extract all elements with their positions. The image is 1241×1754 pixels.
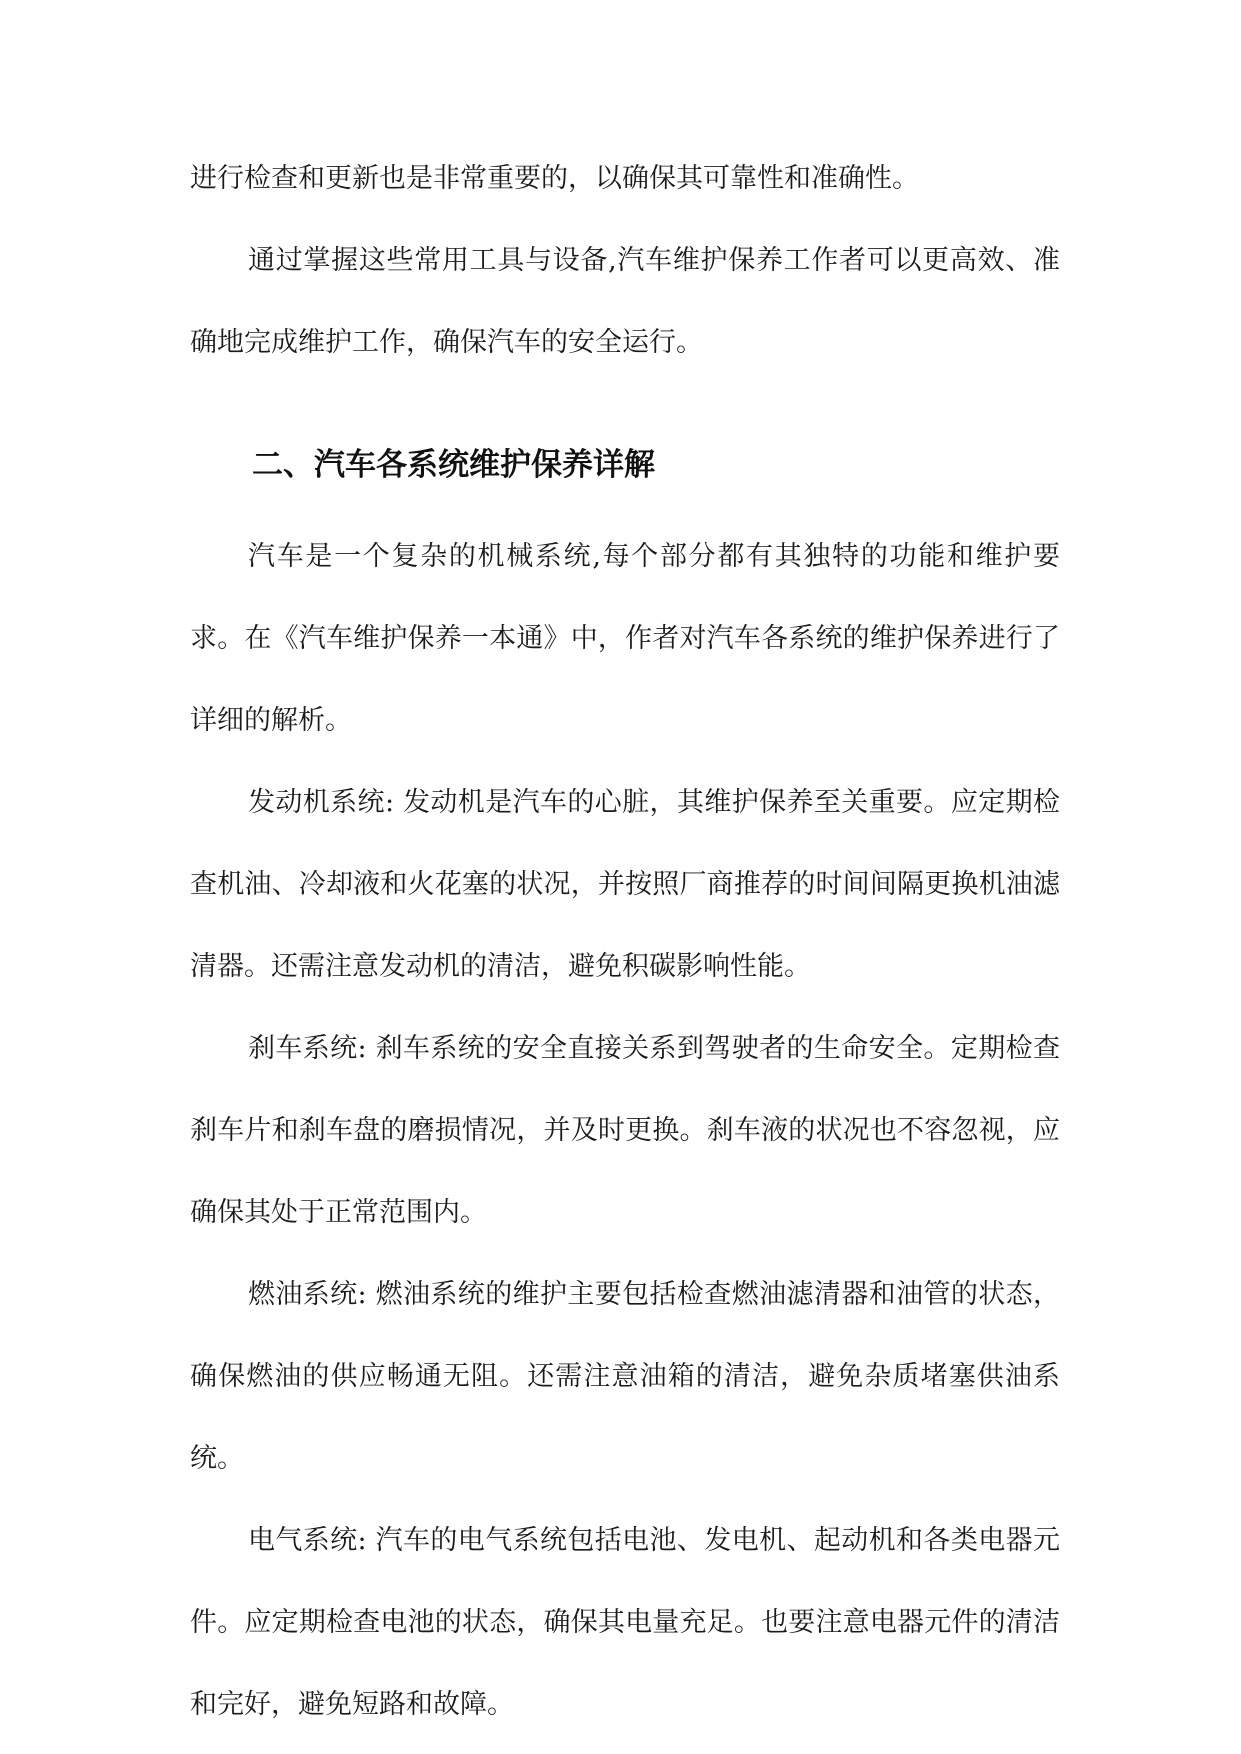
paragraph-electrical-system: 电气系统: 汽车的电气系统包括电池、发电机、起动机和各类电器元件。应定期检查电池的状态，确保其电量充足。也要注意电器元件的清洁和完好，避免短路和故障。 [190, 1525, 1060, 1720]
paragraph-continued: 进行检查和更新也是非常重要的，以确保其可靠性和准确性。 [190, 163, 919, 194]
section-heading: 二、汽车各系统维护保养详解 [252, 447, 655, 483]
paragraph-tools-summary: 通过掌握这些常用工具与设备,汽车维护保养工作者可以更高效、准确地完成维护工作，确保汽车的安全运行。 [190, 245, 1060, 358]
paragraph-fuel-system: 燃油系统: 燃油系统的维护主要包括检查燃油滤清器和油管的状态，确保燃油的供应畅通无阻。还需注意油箱的清洁，避免杂质堵塞供油系统。 [190, 1279, 1060, 1474]
paragraph-engine-system: 发动机系统: 发动机是汽车的心脏，其维护保养至关重要。应定期检查机油、冷却液和火花塞的状况，并按照厂商推荐的时间间隔更换机油滤清器。还需注意发动机的清洁，避免积碳影响性能。 [190, 787, 1060, 982]
paragraph-brake-system: 刹车系统: 刹车系统的安全直接关系到驾驶者的生命安全。定期检查刹车片和刹车盘的磨损情况，并及时更换。刹车液的状况也不容忽视，应确保其处于正常范围内。 [190, 1033, 1060, 1228]
document-page [190, 138, 1060, 1746]
paragraph-intro: 汽车是一个复杂的机械系统,每个部分都有其独特的功能和维护要求。在《汽车维护保养一本通》中，作者对汽车各系统的维护保养进行了详细的解析。 [190, 541, 1060, 736]
